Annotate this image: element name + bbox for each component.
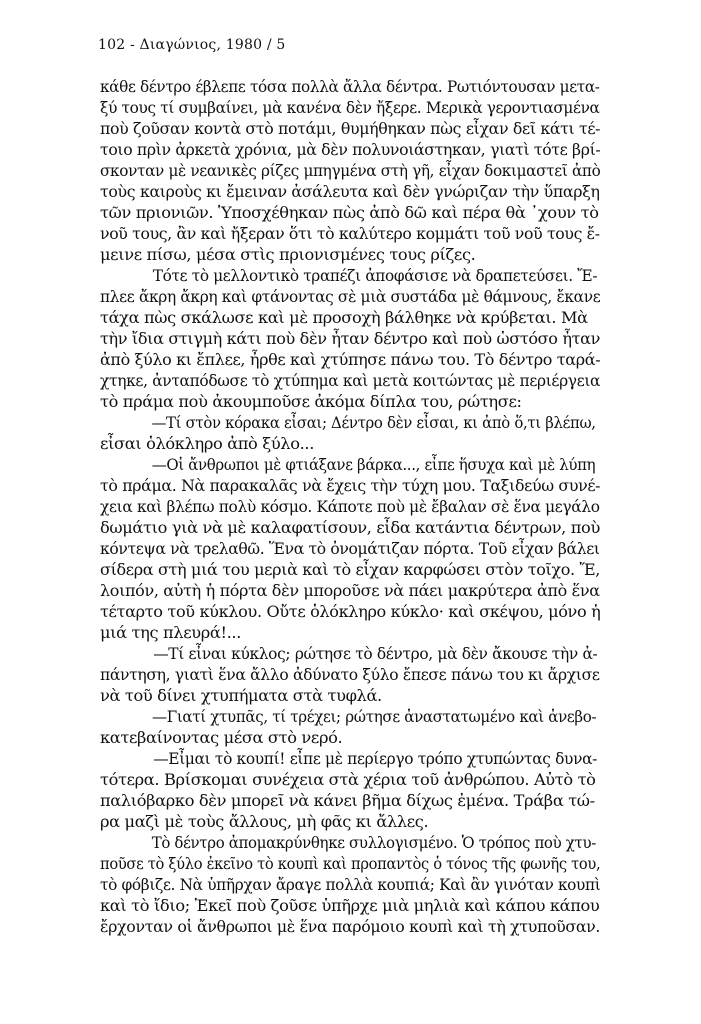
text-line: εἶσαι ὁλόκληρο ἀπὸ ξύλο...	[100, 434, 315, 453]
text-line: τάχα πὼς σκάλωσε καὶ μὲ προσοχὴ βάλθηκε νὰ κρύβεται. Μὰ	[100, 308, 588, 327]
text-line: καὶ τὸ ἴδιο; Ἐκεῖ ποὺ ζοῦσε ὑπῆρχε μιὰ μηλιὰ καὶ κάπου κάπου	[100, 896, 600, 915]
text-line: —Τί εἶναι κύκλος; ρώτησε τὸ δέντρο, μὰ δὲν ἄκουσε τὴν ἀ-	[153, 644, 598, 663]
text-line: σκονταν μὲ νεανικὲς ρίζες μπηγμένα στὴ γῆ, εἶχαν δοκιμαστεῖ ἀπὸ	[100, 161, 601, 180]
text-line: τὸ φόβιζε. Νὰ ὑπῆρχαν ἄραγε πολλὰ κουπιά; Καὶ ἂν γινόταν κουπὶ	[100, 875, 601, 894]
text-line: τῶν πριονιῶν. Ὑποσχέθηκαν πὼς ἀπὸ δῶ καὶ πέρα θὰ ᾿χουν τὸ	[100, 203, 599, 222]
text-line: χτηκε, ἀνταπόδωσε τὸ χτύπημα καὶ μετὰ κοιτώντας μὲ περιέργεια	[100, 371, 601, 390]
text-line: —Τί στὸν κόρακα εἶσαι; Δέντρο δὲν εἶσαι, κι ἀπὸ ὅ,τι βλέπω,	[151, 413, 596, 432]
text-line: τέταρτο τοῦ κύκλου. Οὔτε ὁλόκληρο κύκλο· καὶ σκέψου, μόνο ἡ	[100, 602, 601, 621]
text-line: ἔρχονταν οἱ ἄνθρωποι μὲ ἕνα παρόμοιο κουπὶ καὶ τὴ χτυποῦσαν.	[100, 917, 601, 936]
text-line: Τότε τὸ μελλοντικὸ τραπέζι ἀποφάσισε νὰ δραπετεύσει. Ἔ-	[152, 266, 598, 285]
text-line: τότερα. Βρίσκομαι συνέχεια στὰ χέρια τοῦ ἀνθρώπου. Αὐτὸ τὸ	[100, 770, 596, 789]
text-line: —Γιατί χτυπᾶς, τί τρέχει; ρώτησε ἀναστατωμένο καὶ ἀνεβο-	[152, 707, 597, 726]
text-line: χεια καὶ βλέπω πολὺ κόσμο. Κάποτε ποὺ μὲ ἔβαλαν σὲ ἕνα μεγάλο	[100, 497, 600, 516]
text-line: νοῦ τους, ἂν καὶ ἤξεραν ὅτι τὸ καλύτερο κομμάτι τοῦ νοῦ τους ἔ-	[100, 224, 600, 243]
text-line: Τὸ δέντρο ἀπομακρύνθηκε συλλογισμένο. Ὁ τρόπος ποὺ χτυ-	[151, 833, 596, 852]
text-line: κόντεψα νὰ τρελαθῶ. Ἕνα τὸ ὀνομάτιζαν πόρτα. Τοῦ εἶχαν βάλει	[100, 539, 600, 558]
text-line: κάθε δέντρο έβλεπε τόσα πολλὰ ἄλλα δέντρα. Ρωτιόντουσαν μετα-	[100, 77, 600, 96]
text-line: νὰ τοῦ δίνει χτυπήματα στὰ τυφλά.	[100, 686, 382, 705]
text-line: ρα μαζὶ μὲ τοὺς ἄλλους, μὴ φᾶς κι ἄλλες.	[100, 812, 429, 831]
text-line: πάντηση, γιατὶ ἕνα ἄλλο ἀδύνατο ξύλο ἔπεσε πάνω του κι ἄρχισε	[100, 665, 600, 684]
text-line: τὴν ἴδια στιγμὴ κάτι ποὺ δὲν ἦταν δέντρο καὶ ποὺ ὡστόσο ἦταν	[100, 329, 600, 348]
text-line: τὸ πράμα ποὺ ἀκουμποῦσε ἀκόμα δίπλα του, ρώτησε:	[100, 392, 522, 411]
text-line: τὸ πράμα. Νὰ παρακαλᾶς νὰ ἔχεις τὴν τύχη μου. Ταξιδεύω συνέ-	[100, 476, 601, 495]
text-line: ποῦσε τὸ ξύλο ἐκεῖνο τὸ κουπὶ καὶ προπαντὸς ὁ τόνος τῆς φωνῆς του,	[100, 854, 601, 873]
body-text	[100, 76, 701, 937]
page-header: 102 - Διαγώνιος, 1980 / 5	[98, 37, 286, 53]
text-line: μεινε πίσω, μέσα στὶς πριονισμένες τους ρίζες.	[100, 245, 476, 264]
text-line: τοὺς καιροὺς κι ἔμειναν ἀσάλευτα καὶ δὲν γνώριζαν τὴν ὕπαρξη	[100, 182, 600, 201]
text-line: ποὺ ζοῦσαν κοντὰ στὸ ποτάμι, θυμήθηκαν πὼς εἶχαν δεῖ κάτι τέ-	[100, 119, 601, 138]
text-line: ξύ τους τί συμβαίνει, μὰ κανένα δὲν ἤξερε. Μερικὰ γεροντιασμένα	[100, 98, 600, 117]
text-line: —Εἶμαι τὸ κουπί! εἶπε μὲ περίεργο τρόπο χτυπώντας δυνα-	[153, 749, 598, 768]
text-line: μιά της πλευρά!...	[100, 623, 242, 642]
text-line: κατεβαίνοντας μέσα στὸ νερό.	[100, 728, 343, 747]
text-line: δωμάτιο γιὰ νὰ μὲ καλαφατίσουν, εἶδα κατάντια δέντρων, ποὺ	[100, 518, 600, 537]
text-line: —Οἱ ἄνθρωποι μὲ φτιάξανε βάρκα..., εἶπε ἥσυχα καὶ μὲ λύπη	[151, 455, 596, 474]
text-line: παλιόβαρκο δὲν μπορεῖ νὰ κάνει βῆμα δίχως ἐμένα. Τράβα τώ-	[100, 791, 595, 810]
text-line: σίδερα στὴ μιά του μεριὰ καὶ τὸ εἶχαν καρφώσει στὸν τοῖχο. Ἔ,	[100, 560, 601, 579]
text-line: πλεε ἄκρη ἄκρη καὶ φτάνοντας σὲ μιὰ συστάδα μὲ θάμνους, ἔκανε	[100, 287, 601, 306]
text-line: ἀπὸ ξύλο κι ἔπλεε, ἦρθε καὶ χτύπησε πάνω του. Τὸ δέντρο ταρά-	[100, 350, 601, 369]
text-line: τοιο πρὶν ἀρκετὰ χρόνια, μὰ δὲν πολυνοιάστηκαν, γιατὶ τότε βρί-	[100, 140, 601, 159]
text-line: λοιπόν, αὐτὴ ἡ πόρτα δὲν μποροῦσε νὰ πάει μακρύτερα ἀπὸ ἕνα	[100, 581, 600, 600]
